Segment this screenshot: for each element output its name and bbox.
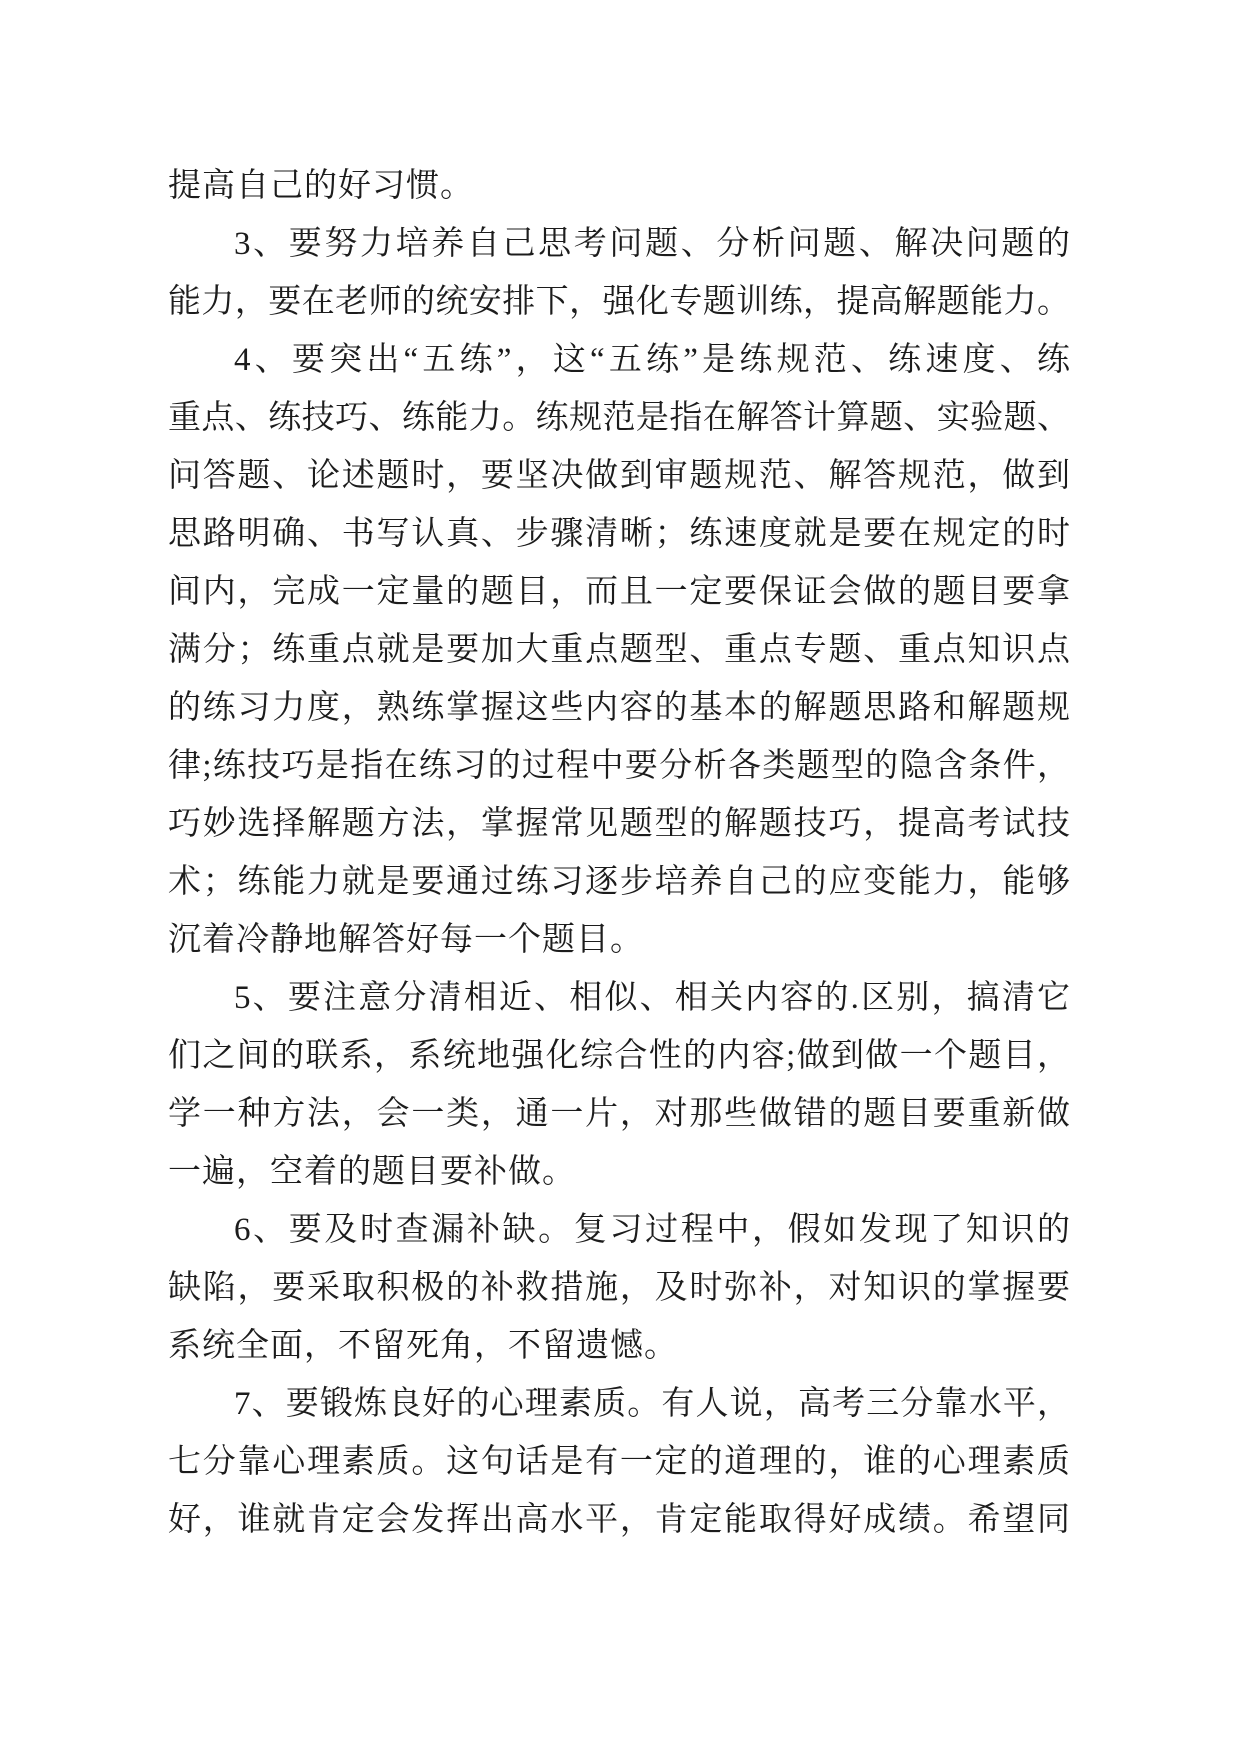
text-line: 好，谁就肯定会发挥出高水平，肯定能取得好成绩。希望同 <box>168 1502 1070 1538</box>
text-line: 3、要努力培养自己思考问题、分析问题、解决问题的 <box>234 226 1070 262</box>
paragraph <box>168 1201 1070 1375</box>
text-line: 5、要注意分清相近、相似、相关内容的.区别，搞清它 <box>234 980 1070 1016</box>
text-line: 七分靠心理素质。这句话是有一定的道理的，谁的心理素质 <box>168 1444 1070 1480</box>
paragraph <box>168 157 1070 215</box>
text-line: 满分；练重点就是要加大重点题型、重点专题、重点知识点 <box>168 632 1070 668</box>
text-line: 一遍，空着的题目要补做。 <box>168 1154 576 1190</box>
paragraph <box>168 1375 1070 1549</box>
text-line: 思路明确、书写认真、步骤清晰；练速度就是要在规定的时 <box>168 516 1070 552</box>
paragraph <box>168 969 1070 1201</box>
text-line: 6、要及时查漏补缺。复习过程中，假如发现了知识的 <box>234 1212 1070 1248</box>
text-line: 重点、练技巧、练能力。练规范是指在解答计算题、实验题、 <box>168 400 1070 436</box>
text-line: 们之间的联系，系统地强化综合性的内容;做到做一个题目， <box>168 1038 1070 1074</box>
text-line: 7、要锻炼良好的心理素质。有人说，高考三分靠水平， <box>234 1386 1070 1422</box>
paragraph <box>168 215 1070 331</box>
text-line: 能力，要在老师的统安排下，强化专题训练，提高解题能力。 <box>168 284 1070 320</box>
text-line: 4、要突出“五练”，这“五练”是练规范、练速度、练 <box>234 342 1070 378</box>
text-line: 缺陷，要采取积极的补救措施，及时弥补，对知识的掌握要 <box>168 1270 1070 1306</box>
text-line: 律;练技巧是指在练习的过程中要分析各类题型的隐含条件， <box>168 748 1070 784</box>
text-block <box>168 157 1070 1549</box>
text-line: 巧妙选择解题方法，掌握常见题型的解题技巧，提高考试技 <box>168 806 1070 842</box>
text-line: 沉着冷静地解答好每一个题目。 <box>168 922 644 958</box>
paragraph <box>168 331 1070 969</box>
text-line: 学一种方法，会一类，通一片，对那些做错的题目要重新做 <box>168 1096 1070 1132</box>
text-line: 术；练能力就是要通过练习逐步培养自己的应变能力，能够 <box>168 864 1070 900</box>
text-line: 提高自己的好习惯。 <box>168 168 474 204</box>
text-line: 系统全面，不留死角，不留遗憾。 <box>168 1328 678 1364</box>
text-line: 间内，完成一定量的题目，而且一定要保证会做的题目要拿 <box>168 574 1070 610</box>
text-line: 问答题、论述题时，要坚决做到审题规范、解答规范，做到 <box>168 458 1070 494</box>
text-line: 的练习力度，熟练掌握这些内容的基本的解题思路和解题规 <box>168 690 1070 726</box>
